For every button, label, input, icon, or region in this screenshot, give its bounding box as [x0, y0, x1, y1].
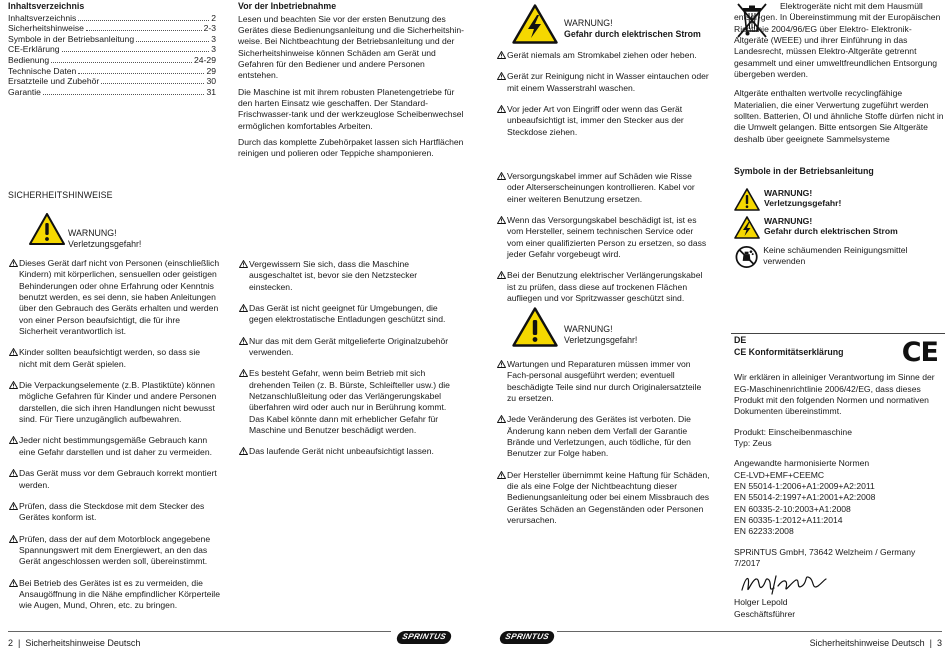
toc-entry-label: Technische Daten: [8, 65, 77, 76]
page-number-left: 2: [8, 638, 14, 648]
toc-entry-page: 29: [206, 65, 216, 76]
safety-list-item: [496, 50, 710, 61]
toc-leader-dots: [51, 62, 192, 63]
toc-entry: [8, 23, 216, 34]
warning-triangle-icon: [238, 447, 249, 455]
toc-leader-dots: [86, 30, 202, 31]
intro-title: Vor der Inbetriebnahme: [238, 1, 337, 11]
safety-list-item: [496, 470, 710, 527]
warning-triangle-icon: [238, 304, 249, 312]
ce-norm: EN 55014-1:2006+A1:2009+A2:2011: [734, 480, 875, 491]
ce-norm: EN 55014-2:1997+A1:2001+A2:2008: [734, 492, 876, 503]
intro-paragraph: Durch das komplette Zubehörpaket lassen sich Hartflächen reinigen und polieren oder Teppiche shamponieren.: [238, 137, 464, 159]
ce-country: DE: [734, 335, 747, 345]
warning-triangle-icon: [8, 348, 19, 356]
safety-list-item: [238, 336, 460, 359]
ce-mark-icon: CE: [901, 337, 938, 368]
electric-warning-header: [512, 4, 701, 44]
toc-entry-label: Bedienung: [8, 54, 50, 65]
safety-list-item: [8, 380, 220, 425]
ce-product: Produkt: Einscheibenmaschine: [734, 426, 852, 437]
ce-type: Typ: Zeus: [734, 437, 772, 448]
safety-item-text: Die Verpackungselemente (z.B. Plastiktüte) können mögliche Gefahren für Kinder und andere Personen darstellen, die sich ihren Handlungen nicht bewusst sind. Für Tiere unzugänglich aufbewahren.: [19, 380, 217, 425]
safety-item-text: Das Gerät muss vor dem Gebrauch korrekt montiert werden.: [19, 468, 217, 490]
toc-leader-dots: [62, 51, 210, 52]
warning-triangle-icon: [496, 72, 507, 80]
safety-item-text: Vergewissern Sie sich, dass die Maschine ausgeschaltet ist, bevor sie den Netzstecker einstecken.: [249, 259, 418, 292]
toc-entry-page: 30: [206, 76, 216, 87]
footer-title-right: Sicherheitshinweise Deutsch: [809, 638, 925, 648]
ce-statement: Wir erklären in alleiniger Verantwortung im Sinne der EG-Maschinenrichtlinie 2006/42/EG, dass dieses Produkt mit den folgenden Normen und normativen Dokumenten übereinstimmt.: [734, 372, 935, 417]
warning-triangle-icon: [496, 216, 507, 224]
warning-triangle-icon: [496, 105, 507, 113]
toc-entry: [8, 76, 216, 87]
footer-separator: |: [18, 638, 21, 648]
ce-declaration: [734, 335, 946, 620]
symbol-no-foam: [734, 245, 946, 269]
injury-warning-header-col3: [512, 307, 637, 347]
toc-leader-dots: [136, 41, 209, 42]
ce-title: CE Konformitätserklärung: [734, 346, 844, 357]
toc-entry-page: 3: [211, 33, 216, 44]
safety-list-item: [496, 414, 710, 459]
symbols-section: [734, 166, 946, 269]
toc-entry: [8, 87, 216, 98]
safety-list-item: [8, 347, 220, 370]
safety-list-col2: [238, 259, 460, 458]
safety-item-text: Vor jeder Art von Eingriff oder wenn das Gerät unbeaufsichtigt ist, immer den Stecker aus der Steckdose ziehen.: [507, 104, 684, 137]
safety-title: SICHERHEITSHINWEISE: [8, 190, 113, 200]
safety-section-col1: [8, 190, 220, 202]
ce-signer-role: Geschäftsführer: [734, 608, 796, 619]
ce-company: SPRiNTUS GmbH, 73642 Welzheim / Germany: [734, 546, 916, 557]
safety-list-item: [496, 270, 710, 304]
symbol-sublabel: Gefahr durch elektrischen Strom: [764, 226, 898, 237]
warning-triangle-icon: [496, 271, 507, 279]
warning-triangle-icon: [496, 172, 507, 180]
safety-list-item: [496, 171, 710, 205]
warning-sublabel: Gefahr durch elektrischen Strom: [564, 28, 701, 39]
footer-right: [810, 638, 942, 650]
safety-list-item: [496, 104, 710, 138]
safety-list-item: [238, 303, 460, 326]
safety-item-text: Wartungen und Reparaturen müssen immer von Fach-personal ausgeführt werden; eventuell beschädigte Teile sind nur durch Originalersatzteile zu ersetzen.: [507, 359, 702, 404]
warning-triangle-icon: [238, 337, 249, 345]
footer-rule-right: [557, 631, 942, 632]
safety-list-item: [496, 359, 710, 404]
symbol-label: WARNUNG!: [764, 187, 813, 198]
safety-item-text: Versorgungskabel immer auf Schäden wie Risse oder Alterserscheinungen kontrollieren. Kabel vor einer weiteren Benutzung ersetzen.: [507, 171, 695, 204]
safety-list-item: [496, 215, 710, 260]
safety-item-text: Prüfen, dass die Steckdose mit dem Stecker des Gerätes konform ist.: [19, 500, 205, 523]
toc-entry: [8, 34, 216, 45]
footer-rule-left: [8, 631, 391, 632]
toc-entry: [8, 55, 216, 66]
safety-item-text: Wenn das Versorgungskabel beschädigt ist, ist es vom Hersteller, seinem technischen Service oder vom einer qualifizierten Person zu ersetzen, so dass jeder Gefahr vorgebeugt wird.: [507, 215, 707, 260]
warning-triangle-icon: [496, 415, 507, 423]
weee-section: [734, 1, 946, 145]
warning-triangle-icon: [29, 213, 65, 245]
toc-list: [8, 13, 216, 98]
safety-list-item: [238, 368, 460, 436]
injury-safety-list: [496, 359, 710, 526]
electric-hazard-icon: [512, 4, 558, 44]
safety-item-text: Prüfen, dass der auf dem Motorblock angegebene Spannungswert mit dem Energiewert, an den das Gerät angeschlossen werden soll, übereinstimmt.: [19, 533, 211, 567]
safety-item-text: Gerät niemals am Stromkabel ziehen oder heben.: [507, 50, 697, 60]
intro-paragraph: Lesen und beachten Sie vor der ersten Benutzung des Gerätes diese Bedienungsanleitung und die Sicherheitshin-weise. Bei Nichtbeachtung der Betriebsanleitung und der Sicherheitshinweise können Schäden am Gerät und Gefahren für den Bediener und andere Personen entstehen.: [238, 13, 464, 81]
symbols-title: Symbole in der Betriebsanleitung: [734, 166, 874, 176]
page-number-right: 3: [936, 638, 942, 648]
ce-signer-name: Holger Lepold: [734, 597, 788, 608]
brand-logo-right: [499, 631, 556, 644]
symbol-text: Keine schäumenden Reinigungsmittel verwenden: [763, 244, 908, 266]
warning-triangle-icon: [8, 469, 19, 477]
ce-date: 7/2017: [734, 558, 761, 569]
safety-item-text: Dieses Gerät darf nicht von Personen (einschließlich Kindern) mit körperlichen, sensuellen oder geistigen Behinderungen oder ohne Erfahrung oder Kenntnis benutzt werden, es sei denn, sie haben Anleitungen über den Gebrauch des Geräts erhalten und werden von einer Person beaufsichtigt, die für ihre Sicherheit verantwortlich ist.: [19, 258, 220, 337]
brand-logo-left: [396, 631, 453, 644]
recycling-text: Altgeräte enthalten wertvolle recyclingfähige Materialien, die einer Verwertung zugeführt werden sollten. Batterien, Öl und ähnliche Stoffe dürfen nicht in die Umwelt gelangen. Bitte entsorgen Sie Altgeräte deshalb über geeignete Sammelsysteme: [734, 88, 944, 144]
warning-triangle-icon: [734, 188, 760, 211]
brand-logo-text: SPRINTUS: [504, 632, 550, 642]
injury-warning-header: [29, 213, 141, 250]
warning-sublabel: Verletzungsgefahr!: [564, 334, 638, 345]
ce-box-border: [731, 333, 945, 334]
warning-triangle-icon: [496, 360, 507, 368]
ce-norms-title: Angewandte harmonisierte Normen: [734, 458, 870, 469]
ce-norm: CE-LVD+EMF+CEEMC: [734, 469, 825, 480]
safety-item-text: Das Gerät ist nicht geeignet für Umgebungen, die gegen elektrostatische Entladungen geschützt sind.: [249, 303, 446, 325]
warning-triangle-icon: [512, 307, 558, 347]
safety-list-item: [8, 435, 220, 458]
warning-triangle-icon: [8, 579, 19, 587]
warning-label: WARNUNG!: [68, 228, 117, 238]
table-of-contents: [8, 1, 216, 97]
safety-list-item: [238, 259, 460, 293]
symbol-injury: [734, 188, 946, 211]
toc-entry: [8, 44, 216, 55]
intro-section: [238, 1, 464, 160]
safety-item-text: Bei Betrieb des Gerätes ist es zu vermeiden, die Ansaugöffnung in die Nähe empfindlicher Körperteile wie Augen, Mund, Ohren, etc. zu bringen.: [19, 577, 220, 611]
electric-safety-list: [496, 50, 710, 305]
brand-logo-text: SPRINTUS: [401, 632, 447, 642]
safety-item-text: Gerät zur Reinigung nicht in Wasser eintauchen oder mit einem Wasserstrahl waschen.: [507, 71, 709, 93]
intro-paragraph: Die Maschine ist mit ihrem robusten Planetengetriebe für den harten Einsatz wie geschaffen. Der Standard-Frischwasser-tank und der werkzeuglose Scheibenwechsel ermöglichen komfortables Arbeiten.: [238, 86, 464, 131]
safety-item-text: Jeder nicht bestimmungsgemäße Gebrauch kann eine Gefahr darstellen und ist daher zu vermeiden.: [19, 435, 212, 457]
toc-entry-page: 3: [211, 44, 216, 55]
ce-norm: EN 60335-1:2012+A11:2014: [734, 515, 843, 525]
toc-entry-label: CE-Erklärung: [8, 44, 60, 55]
signature: [738, 570, 828, 598]
safety-list-item: [8, 468, 220, 491]
warning-triangle-icon: [238, 260, 249, 268]
warning-triangle-icon: [496, 51, 507, 59]
safety-item-text: Nur das mit dem Gerät mitgelieferte Originalzubehör verwenden.: [249, 335, 449, 358]
warning-triangle-icon: [8, 535, 19, 543]
safety-item-text: Das laufende Gerät nicht unbeaufsichtigt lassen.: [249, 446, 434, 457]
symbol-label: WARNUNG!: [764, 215, 813, 226]
toc-leader-dots: [78, 20, 209, 21]
warning-triangle-icon: [8, 502, 19, 510]
symbol-sublabel: Verletzungsgefahr!: [764, 198, 842, 209]
toc-entry-label: Sicherheitshinweise: [8, 23, 84, 34]
footer-title-left: Sicherheitshinweise Deutsch: [25, 638, 141, 648]
warning-label: WARNUNG!: [564, 324, 613, 334]
ce-norm: EN 60335-2-10:2003+A1:2008: [734, 503, 851, 514]
toc-leader-dots: [78, 73, 204, 74]
toc-title: Inhaltsverzeichnis: [8, 1, 85, 11]
safety-list-item: [8, 501, 220, 524]
toc-entry-label: Symbole in der Betriebsanleitung: [8, 33, 135, 44]
ce-norm: EN 62233:2008: [734, 526, 794, 537]
warning-triangle-icon: [8, 436, 19, 444]
warning-sublabel: Verletzungsgefahr!: [68, 238, 142, 249]
safety-item-text: Es besteht Gefahr, wenn beim Betrieb mit sich drehenden Teilen (z. B. Bürste, Schleifteller usw.) die Netzanschlußleitung oder das Verlängerungskabel überfahren wird oder auch nur in Berührung kommt. Das Kabel könnte dann mit erheblicher Gefahr für Maschine und Benutzer beschädigt werden.: [249, 368, 450, 436]
electric-hazard-icon: [734, 216, 760, 239]
footer-separator: |: [929, 638, 932, 648]
warning-triangle-icon: [8, 381, 19, 389]
toc-leader-dots: [101, 83, 204, 84]
toc-entry-label: Ersatzteile und Zubehör: [8, 76, 100, 87]
safety-list-col1: [8, 258, 220, 612]
toc-entry-page: 24-29: [194, 54, 216, 65]
warning-label: WARNUNG!: [564, 18, 613, 28]
safety-item-text: Der Hersteller übernimmt keine Haftung für Schäden, die als eine Folge der Nichtbeachtung dieser Bedienungsanleitung oder bei einem Missbrauch des Gerätes Schäden an Gegenständen oder Personen verursachen.: [507, 469, 710, 526]
safety-list-item: [238, 446, 460, 457]
toc-entry: [8, 66, 216, 77]
toc-entry-page: 31: [206, 86, 216, 97]
warning-triangle-icon: [238, 369, 249, 377]
safety-list-item: [8, 534, 220, 568]
safety-item-text: Bei der Benutzung elektrischer Verlängerungskabel ist zu prüfen, dass diese auf trockenen Flächen aufliegen und vor Spritzwasser geschützt sind.: [507, 270, 703, 304]
no-foam-icon: [734, 245, 759, 269]
safety-item-text: Kinder sollten beaufsichtigt werden, so dass sie nicht mit dem Gerät spielen.: [19, 347, 201, 369]
warning-triangle-icon: [496, 471, 507, 479]
warning-triangle-icon: [8, 259, 19, 267]
safety-item-text: Jede Veränderung des Gerätes ist verboten. Die Änderung kann neben dem Verfall der Garantie Brände und Verletzungen, auch tödliche, für den Benutzer zur Folge haben.: [507, 414, 691, 459]
toc-entry-label: Inhaltsverzeichnis: [8, 12, 77, 23]
safety-list-item: [8, 578, 220, 612]
toc-entry: [8, 13, 216, 24]
footer-left: [8, 638, 140, 650]
toc-entry-page: 2-3: [203, 23, 216, 34]
toc-leader-dots: [43, 94, 204, 95]
toc-entry-label: Garantie: [8, 86, 41, 97]
toc-entry-page: 2: [211, 12, 216, 23]
symbol-electric: [734, 216, 946, 239]
safety-list-item: [8, 258, 220, 337]
ce-norms-list: [734, 470, 946, 538]
safety-list-item: [496, 71, 710, 94]
weee-text: Elektrogeräte nicht mit dem Hausmüll entsor-gen. In Übereinstimmung mit der Europäischen Richtlinie 2004/96/EG über Elektro- Elektronik-Altgeräte (WEEE) und ihrer Einführung in das Landesrecht, müssen Elektro-Altgeräte getrennt gesammelt und einer umweltfreundlichen Entsorgung übergeben werden.: [734, 1, 941, 80]
